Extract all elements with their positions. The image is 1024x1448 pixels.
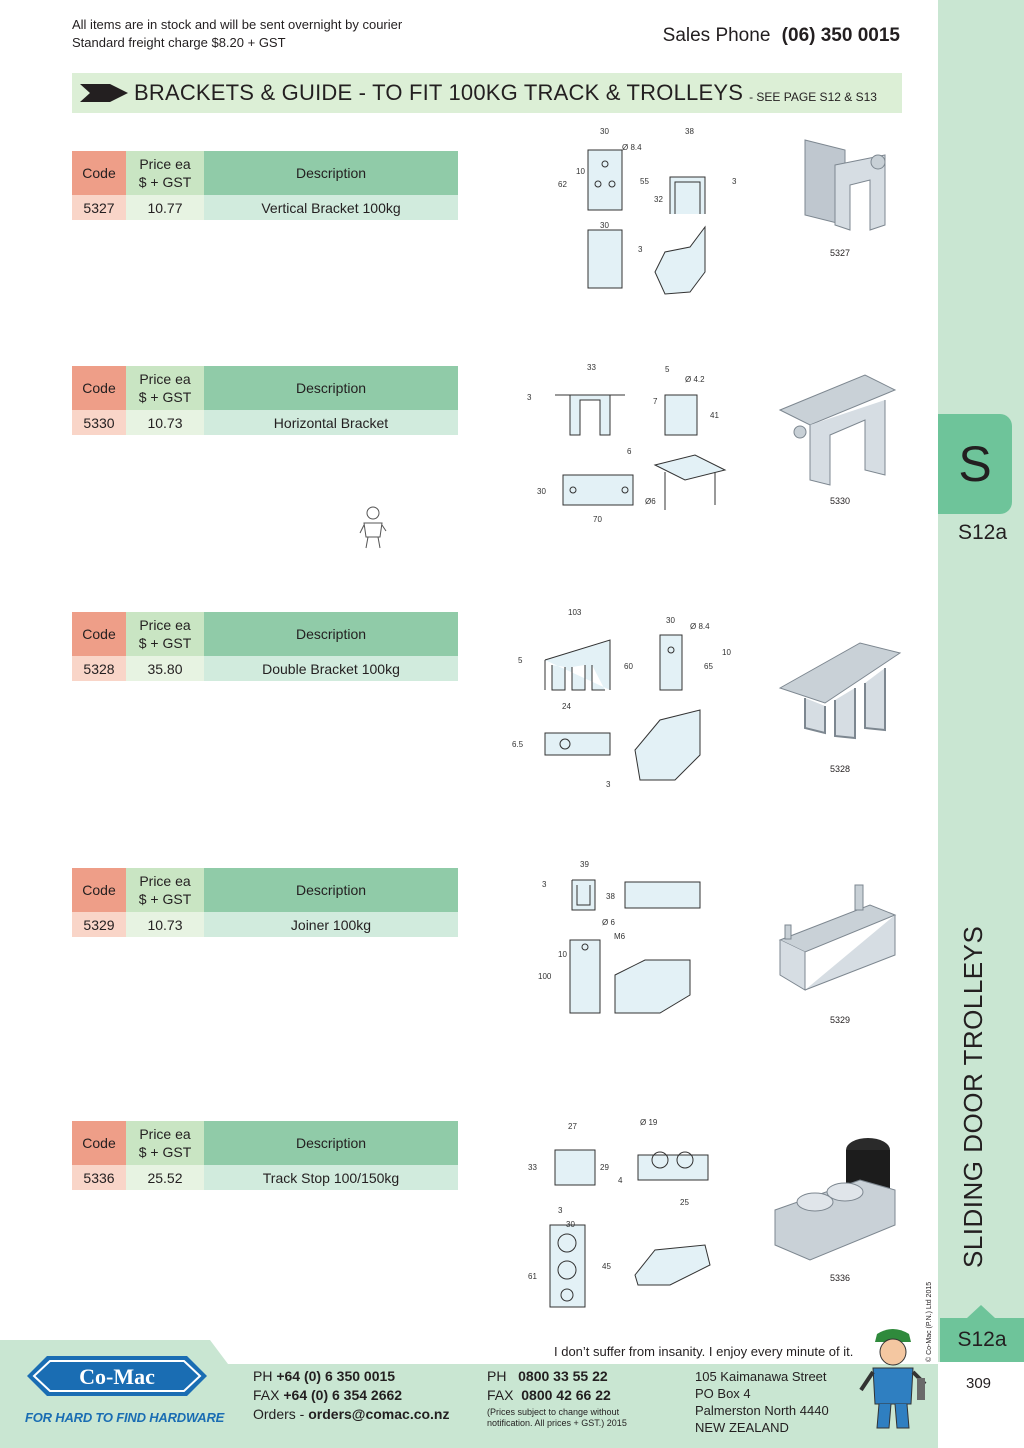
dimension-label: 10 bbox=[576, 167, 585, 176]
page-number: 309 bbox=[966, 1375, 992, 1392]
dimension-label: 5 bbox=[665, 365, 670, 374]
address-line: PO Box 4 bbox=[695, 1386, 751, 1401]
dimension-label: 30 bbox=[537, 487, 546, 496]
table-row bbox=[72, 195, 458, 220]
product-photo-5330 bbox=[770, 370, 900, 490]
dimension-label: 10 bbox=[722, 648, 731, 657]
product-description: Vertical Bracket 100kg bbox=[204, 195, 458, 220]
page-subtitle: - SEE PAGE S12 & S13 bbox=[749, 89, 877, 104]
dimension-label: 24 bbox=[562, 702, 571, 711]
freefax-label: FAX bbox=[487, 1387, 514, 1403]
dimension-label: 38 bbox=[685, 127, 694, 136]
page-title: BRACKETS & GUIDE - TO FIT 100KG TRACK & TROLLEYS bbox=[134, 80, 744, 105]
dimension-label: 5 bbox=[518, 656, 523, 665]
dimension-label: 39 bbox=[580, 860, 589, 869]
dimension-label: 3 bbox=[542, 880, 547, 889]
code-header: Code bbox=[72, 868, 126, 912]
dimension-label: 70 bbox=[593, 515, 602, 524]
section-code: S12a bbox=[958, 521, 1008, 544]
code-header: Code bbox=[72, 612, 126, 656]
dimension-label: 60 bbox=[624, 662, 633, 671]
dimension-label: 62 bbox=[558, 180, 567, 189]
product-table-5330 bbox=[72, 366, 458, 435]
dimension-label: Ø 4.2 bbox=[685, 375, 705, 384]
freefax-number: 0800 42 66 22 bbox=[521, 1387, 611, 1403]
price-header: Price ea $ + GST bbox=[126, 868, 204, 912]
description-header: Description bbox=[204, 612, 458, 656]
dimension-label: M6 bbox=[614, 932, 626, 941]
dimension-label: Ø 6 bbox=[602, 918, 615, 927]
dimension-label: Ø 8.4 bbox=[690, 622, 710, 631]
contact-main bbox=[253, 1367, 450, 1424]
product-table-5329 bbox=[72, 868, 458, 937]
dimension-label: 38 bbox=[606, 892, 615, 901]
photo-label: 5327 bbox=[829, 248, 851, 258]
product-price: 10.77 bbox=[126, 195, 204, 220]
address bbox=[695, 1368, 829, 1436]
table-row bbox=[72, 410, 458, 435]
stock-note: All items are in stock and will be sent overnight by courier bbox=[72, 17, 403, 32]
footer-quote: I don’t suffer from insanity. I enjoy every minute of it. bbox=[554, 1344, 854, 1359]
dimension-label: 45 bbox=[602, 1262, 611, 1271]
product-code: 5330 bbox=[72, 410, 126, 435]
code-header: Code bbox=[72, 1121, 126, 1165]
comac-logo[interactable] bbox=[22, 1342, 212, 1410]
product-code: 5328 bbox=[72, 656, 126, 681]
photo-label: 5329 bbox=[829, 1015, 851, 1025]
footer-strip-slope bbox=[210, 1340, 228, 1364]
dimension-label: 100 bbox=[538, 972, 552, 981]
section-title-bar bbox=[72, 73, 902, 113]
dimension-label: 3 bbox=[606, 780, 611, 789]
dimension-label: 30 bbox=[600, 127, 609, 136]
dimension-label: 32 bbox=[654, 195, 663, 204]
description-header: Description bbox=[204, 151, 458, 195]
phone-label: PH bbox=[253, 1368, 273, 1384]
fax-number: +64 (0) 6 354 2662 bbox=[283, 1387, 403, 1403]
product-description: Double Bracket 100kg bbox=[204, 656, 458, 681]
product-photo-5328 bbox=[770, 628, 910, 748]
price-header: Price ea $ + GST bbox=[126, 366, 204, 410]
dimension-label: 65 bbox=[704, 662, 713, 671]
address-line: NEW ZEALAND bbox=[695, 1420, 789, 1435]
dimension-label: 55 bbox=[640, 177, 649, 186]
technical-drawing-5329 bbox=[530, 855, 740, 1025]
product-price: 35.80 bbox=[126, 656, 204, 681]
tagline: FOR HARD TO FIND HARDWARE bbox=[25, 1410, 225, 1425]
photo-label: 5328 bbox=[829, 764, 851, 774]
dimension-label: 30 bbox=[666, 616, 675, 625]
technician-sketch-icon bbox=[358, 505, 388, 549]
technical-drawing-5328 bbox=[510, 605, 740, 790]
dimension-label: 33 bbox=[528, 1163, 537, 1172]
dimension-label: 3 bbox=[527, 393, 532, 402]
photo-label: 5330 bbox=[829, 496, 851, 506]
dimension-label: 10 bbox=[558, 950, 567, 959]
section-vertical-title: SLIDING DOOR TROLLEYS bbox=[958, 925, 988, 1268]
dimension-label: 61 bbox=[528, 1272, 537, 1281]
dimension-label: 41 bbox=[710, 411, 719, 420]
table-row bbox=[72, 656, 458, 681]
dimension-label: 3 bbox=[732, 177, 737, 186]
dimension-label: Ø6 bbox=[645, 497, 656, 506]
product-photo-5327 bbox=[790, 130, 900, 240]
section-tab[interactable]: S bbox=[938, 414, 1012, 514]
orders-label: Orders - bbox=[253, 1406, 305, 1422]
product-price: 10.73 bbox=[126, 410, 204, 435]
product-code: 5327 bbox=[72, 195, 126, 220]
technical-drawing-5330 bbox=[525, 360, 745, 530]
contact-freephone bbox=[487, 1367, 647, 1429]
product-price: 10.73 bbox=[126, 912, 204, 937]
product-code: 5329 bbox=[72, 912, 126, 937]
price-header: Price ea $ + GST bbox=[126, 151, 204, 195]
price-note: (Prices subject to change without notification. All prices + GST.) 2015 bbox=[487, 1407, 627, 1428]
product-price: 25.52 bbox=[126, 1165, 204, 1190]
product-photo-5329 bbox=[770, 880, 900, 1010]
technical-drawing-5336 bbox=[520, 1115, 740, 1315]
dimension-label: Ø 8.4 bbox=[622, 143, 642, 152]
code-header: Code bbox=[72, 151, 126, 195]
mascot-icon bbox=[855, 1324, 931, 1436]
table-row bbox=[72, 912, 458, 937]
photo-label: 5336 bbox=[829, 1273, 851, 1283]
dimension-label: 29 bbox=[600, 1163, 609, 1172]
freephone-label: PH bbox=[487, 1368, 507, 1384]
price-header: Price ea $ + GST bbox=[126, 1121, 204, 1165]
product-table-5328 bbox=[72, 612, 458, 681]
dimension-label: 7 bbox=[653, 397, 658, 406]
freight-note: Standard freight charge $8.20 + GST bbox=[72, 35, 286, 50]
product-table-5327 bbox=[72, 151, 458, 220]
sales-phone-label: Sales Phone bbox=[662, 25, 771, 46]
description-header: Description bbox=[204, 366, 458, 410]
dimension-label: 4 bbox=[618, 1176, 623, 1185]
phone-number[interactable]: +64 (0) 6 350 0015 bbox=[276, 1368, 396, 1384]
dimension-label: 33 bbox=[587, 363, 596, 372]
product-description: Track Stop 100/150kg bbox=[204, 1165, 458, 1190]
page-tab-arrow-icon bbox=[967, 1305, 995, 1318]
page-tab[interactable]: S12a bbox=[940, 1318, 1024, 1362]
description-header: Description bbox=[204, 1121, 458, 1165]
header-note bbox=[72, 16, 402, 52]
dimension-label: 30 bbox=[600, 221, 609, 230]
description-header: Description bbox=[204, 868, 458, 912]
arrow-icon bbox=[80, 84, 128, 102]
dimension-label: 3 bbox=[638, 245, 643, 254]
product-table-5336 bbox=[72, 1121, 458, 1190]
dimension-label: 103 bbox=[568, 608, 582, 617]
dimension-label: 27 bbox=[568, 1122, 577, 1131]
dimension-label: 25 bbox=[680, 1198, 689, 1207]
logo-text: Co-Mac bbox=[79, 1364, 155, 1389]
dimension-label: 3 bbox=[558, 1206, 563, 1215]
product-photo-5336 bbox=[770, 1130, 900, 1270]
table-row bbox=[72, 1165, 458, 1190]
dimension-label: 30 bbox=[566, 1220, 575, 1229]
sales-phone-number[interactable]: (06) 350 0015 bbox=[781, 25, 900, 46]
freephone-number[interactable]: 0800 33 55 22 bbox=[518, 1368, 608, 1384]
dimension-label: 6.5 bbox=[512, 740, 524, 749]
price-header: Price ea $ + GST bbox=[126, 612, 204, 656]
code-header: Code bbox=[72, 366, 126, 410]
copyright: © Co-Mac (P.N.) Ltd 2015 bbox=[926, 1281, 933, 1362]
address-line: Palmerston North 4440 bbox=[695, 1403, 829, 1418]
fax-label: FAX bbox=[253, 1387, 280, 1403]
dimension-label: Ø 19 bbox=[640, 1118, 658, 1127]
technical-drawing-5327 bbox=[540, 122, 760, 298]
sales-phone bbox=[663, 25, 900, 47]
product-description: Joiner 100kg bbox=[204, 912, 458, 937]
dimension-label: 6 bbox=[627, 447, 632, 456]
product-code: 5336 bbox=[72, 1165, 126, 1190]
orders-email[interactable]: orders@comac.co.nz bbox=[308, 1406, 450, 1422]
address-line: 105 Kaimanawa Street bbox=[695, 1369, 827, 1384]
product-description: Horizontal Bracket bbox=[204, 410, 458, 435]
